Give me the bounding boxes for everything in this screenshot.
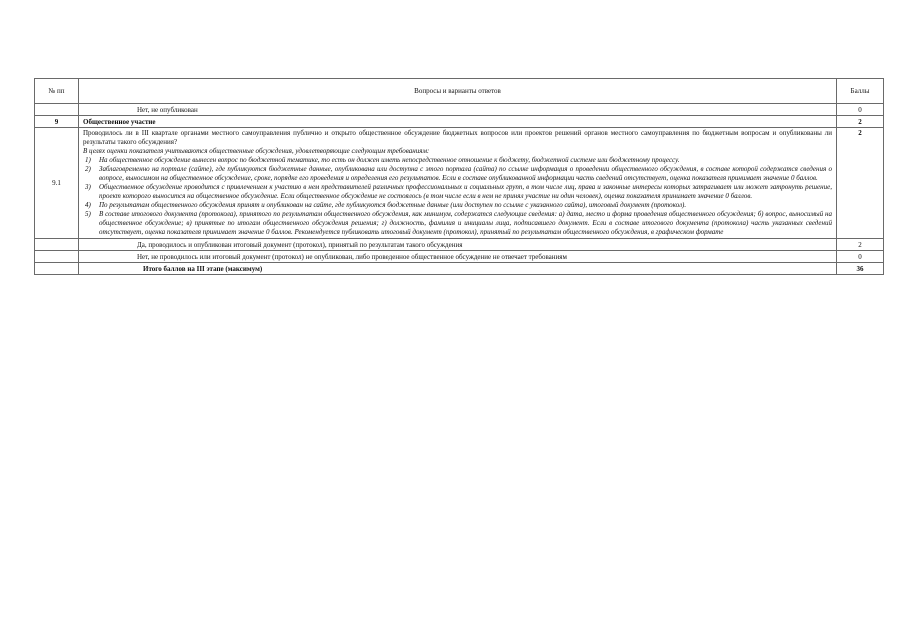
section-score: 2 bbox=[837, 116, 884, 128]
answer-score: 0 bbox=[837, 104, 884, 116]
criteria-item: 5) В составе итогового документа (протокола), принятого по результатам общественного обсуждения, как минимум, содержатся следующие сведения: а) дата, место и форма проведения общественного обсуждения; б) вопрос, выносимый на общественное обсуждение; в) принятые по итогам общественного обсуждения решения; г) должность, фамилия и инициалы лица, подписавшего документ. Если в составе итогового документа (протокола) часть указанных сведений отсутствует, оценка показателя принимает значение 0 баллов. Рекомендуется публиковать итоговый документ (протокол), принятый по результатам общественного обсуждения, в графическом формате bbox=[85, 210, 832, 236]
table-row bbox=[35, 251, 884, 263]
row-num-empty bbox=[35, 263, 79, 275]
question-text: Проводилось ли в III квартале органами местного самоуправления публично и открыто общественное обсуждение бюджетных вопросов или проектов решений органов местного самоуправления по бюджетным вопросам и опубликованы ли результаты такого обсуждения? bbox=[83, 129, 832, 146]
total-row bbox=[35, 263, 884, 275]
section-row bbox=[35, 116, 884, 128]
row-num-empty bbox=[35, 251, 79, 263]
assessment-table bbox=[34, 78, 884, 275]
answer-score: 2 bbox=[837, 239, 884, 251]
table-row bbox=[35, 239, 884, 251]
answer-text: Нет, не проводилось или итоговый документ (протокол) не опубликован, либо проведенное общественное обсуждение не отвечает требованиям bbox=[79, 251, 837, 263]
criteria-list bbox=[83, 156, 832, 237]
criteria-item: 3) Общественное обсуждение проводится с привлечением к участию в нем представителей различных профессиональных и социальных групп, в том числе лиц, права и законные интересы которых затрагивает или может затронуть решение, проект которого выносится на общественное обсуждение. Если общественное обсуждение не состоялось (в том числе если в нем не принял участие ни один человек), оценка показателя принимает значение 0 баллов. bbox=[85, 183, 832, 200]
row-num-empty bbox=[35, 239, 79, 251]
criteria-item: 1) На общественное обсуждение вынесен вопрос по бюджетной тематике, то есть он должен иметь непосредственное отношение к бюджету, бюджетной системе или бюджетному процессу. bbox=[85, 156, 680, 164]
total-score: 36 bbox=[837, 263, 884, 275]
question-row bbox=[35, 128, 884, 239]
table-header-row bbox=[35, 79, 884, 104]
answer-score: 0 bbox=[837, 251, 884, 263]
criteria-intro: В целях оценки показателя учитываются общественные обсуждения, удовлетворяющие следующим требованиям: bbox=[83, 147, 430, 155]
answer-text: Нет, не опубликован bbox=[79, 104, 837, 116]
table-row bbox=[35, 104, 884, 116]
answer-text: Да, проводилось и опубликован итоговый документ (протокол), принятый по результатам такого обсуждения bbox=[79, 239, 837, 251]
question-cell bbox=[79, 128, 837, 239]
row-num-empty bbox=[35, 104, 79, 116]
total-text: Итого баллов на III этапе (максимум) bbox=[79, 263, 837, 275]
criteria-item: 2) Заблаговременно на портале (сайте), где публикуются бюджетные данные, опубликована или доступна с этого портала (сайта) по ссылке информация о проведении общественного обсуждения, в составе которой содержатся сведения о вопросе, выносимом на общественное обсуждение, сроке, порядке его проведения и определения его результатов. Если в составе опубликованной информации часть сведений отсутствует, оценка показателя принимает значение 0 баллов. bbox=[85, 165, 832, 182]
question-score: 2 bbox=[837, 128, 884, 239]
section-num: 9 bbox=[35, 116, 79, 128]
header-num: № пп bbox=[35, 79, 79, 104]
question-num: 9.1 bbox=[35, 128, 79, 239]
header-score: Баллы bbox=[837, 79, 884, 104]
section-title: Общественное участие bbox=[79, 116, 837, 128]
header-question: Вопросы и варианты ответов bbox=[79, 79, 837, 104]
criteria-item: 4) По результатам общественного обсуждения принят и опубликован на сайте, где публикуются бюджетные данные (или доступен по ссылке с указанного сайта), итоговый документ (протокол). bbox=[85, 201, 687, 209]
